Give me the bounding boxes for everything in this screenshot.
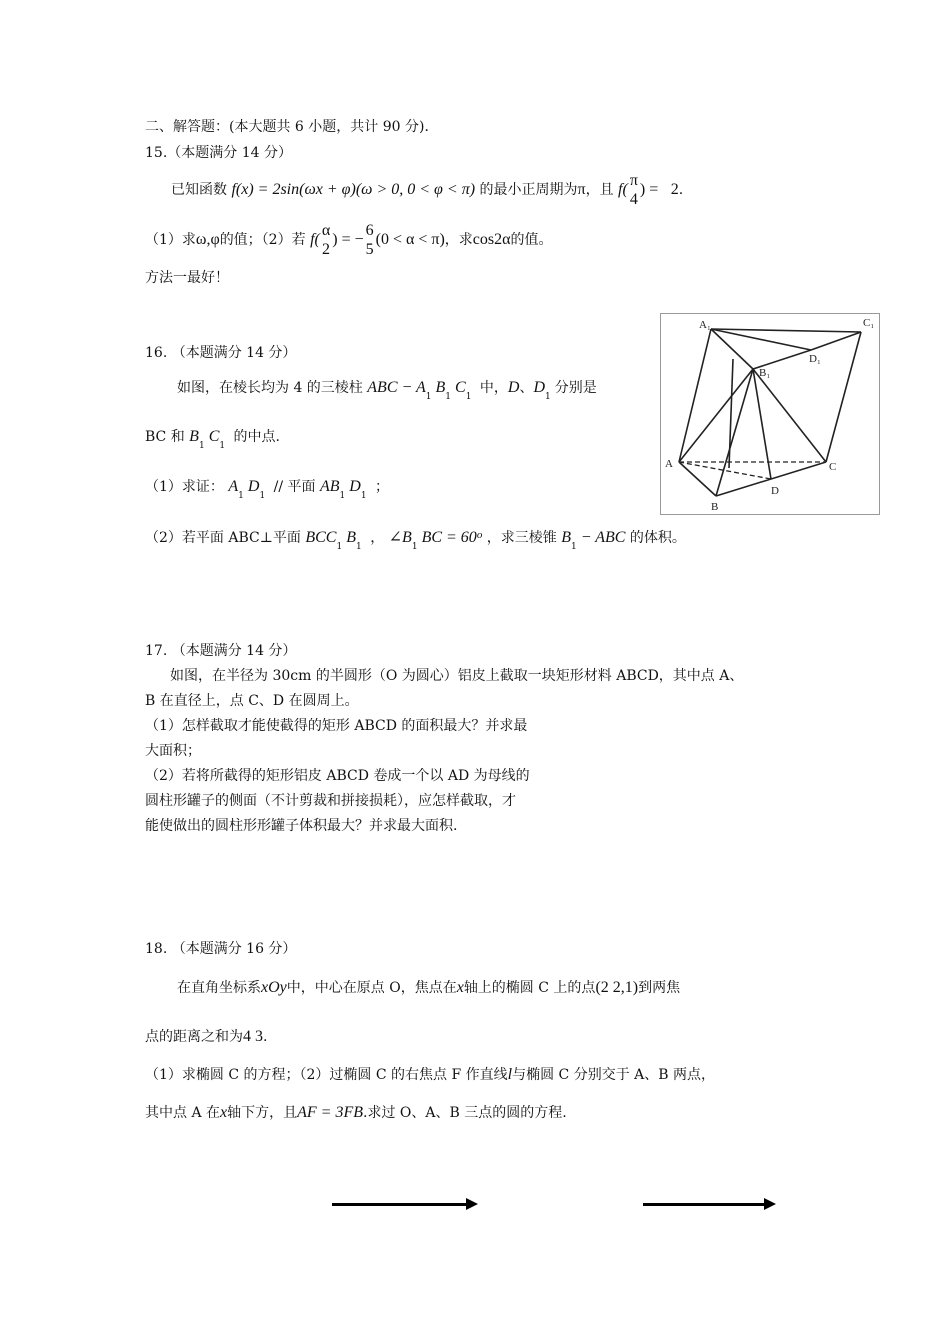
problem-17-title: 17. （本题满分 14 分）: [145, 643, 297, 659]
problem-16-stem: 如图，在棱长均为 4 的三棱柱 ABC − $A_1B_1C_1$ 中，D、$D_1$分别是: [177, 379, 597, 402]
problem-17-line: B 在直径上，点 C、D 在圆周上。: [145, 693, 359, 709]
label-c1: C₁: [863, 317, 875, 329]
problem-18-title: 18. （本题满分 16 分）: [145, 941, 297, 957]
problem-16-q2: （2）若平面 ABC⊥平面 $BCC_1B_1$ ， $\angle B_1BC = 60^o$ ，求三棱锥 $B_1-$ ABC 的体积。: [145, 529, 686, 552]
section-header: 二、解答题：(本大题共 6 小题，共计 90 分)．: [145, 119, 439, 135]
problem-16-title: 16. （本题满分 14 分）: [145, 345, 297, 361]
problem-16-stem-2: BC 和 $B_1C_1$ 的中点.: [145, 428, 280, 451]
problem-17-line: 能使做出的圆柱形形罐子体积最大？并求最大面积.: [145, 818, 458, 834]
problem-18-stem-2: 点的距离之和为4 3.: [145, 1028, 268, 1045]
problem-17-line: （2）若将所截得的矩形铝皮 ABCD 卷成一个以 AD 为母线的: [145, 768, 530, 784]
label-a: A: [665, 458, 673, 470]
label-b: B: [711, 501, 719, 513]
problem-15-title: 15.（本题满分 14 分）: [145, 145, 292, 161]
label-d1: D₁: [809, 353, 821, 365]
problem-17-line: 大面积；: [145, 743, 201, 759]
problem-16-q1: （1）求证： $A_1D_1$ // 平面 $AB_1D_1$ ；: [145, 478, 390, 501]
label-a1: A₁: [699, 319, 711, 331]
prism-figure: [660, 313, 880, 515]
problem-17-line: 圆柱形罐子的侧面（不计剪裁和拼接损耗），应怎样截取，才: [145, 793, 516, 809]
problem-18-q1: （1）求椭圆 C 的方程；（2）过椭圆 C 的右焦点 F 作直线l与椭圆 C 分别交于 A、B 两点，: [145, 1066, 716, 1083]
vector-arrow-af: [332, 1203, 472, 1206]
problem-17-line: （1）怎样截取才能使截得的矩形 ABCD 的面积最大？并求最: [145, 718, 528, 734]
problem-15-stem: 已知函数 f(x) = 2sin(ωx + φ)(ω > 0, 0 < φ < π) 的最小正周期为π，且 f( π 4 ) = 2.: [171, 172, 684, 208]
problem-15-question: （1）求ω,φ的值；（2）若 f( α 2 ) = − 6 5 (0 < α < π)，求cos2α的值。: [145, 222, 553, 258]
prism-hidden-edges: [679, 462, 826, 479]
problem-17-line: 如图，在半径为 30cm 的半圆形（O 为圆心）铝皮上截取一块矩形材料 ABCD，其中点 A、: [170, 668, 744, 684]
problem-18-stem: 在直角坐标系xOy中，中心在原点 O，焦点在x轴上的椭圆 C 上的点(2 2,1)到两焦: [177, 979, 681, 996]
label-b1: B₁: [759, 367, 771, 379]
problem-18-q2: 其中点 A 在x轴下方，且AF = 3FB.求过 O、A、B 三点的圆的方程.: [145, 1104, 567, 1121]
label-c: C: [829, 461, 837, 473]
label-d: D: [771, 485, 779, 497]
vector-arrow-fb: [643, 1203, 770, 1206]
problem-15-note: 方法一最好！: [145, 270, 229, 286]
